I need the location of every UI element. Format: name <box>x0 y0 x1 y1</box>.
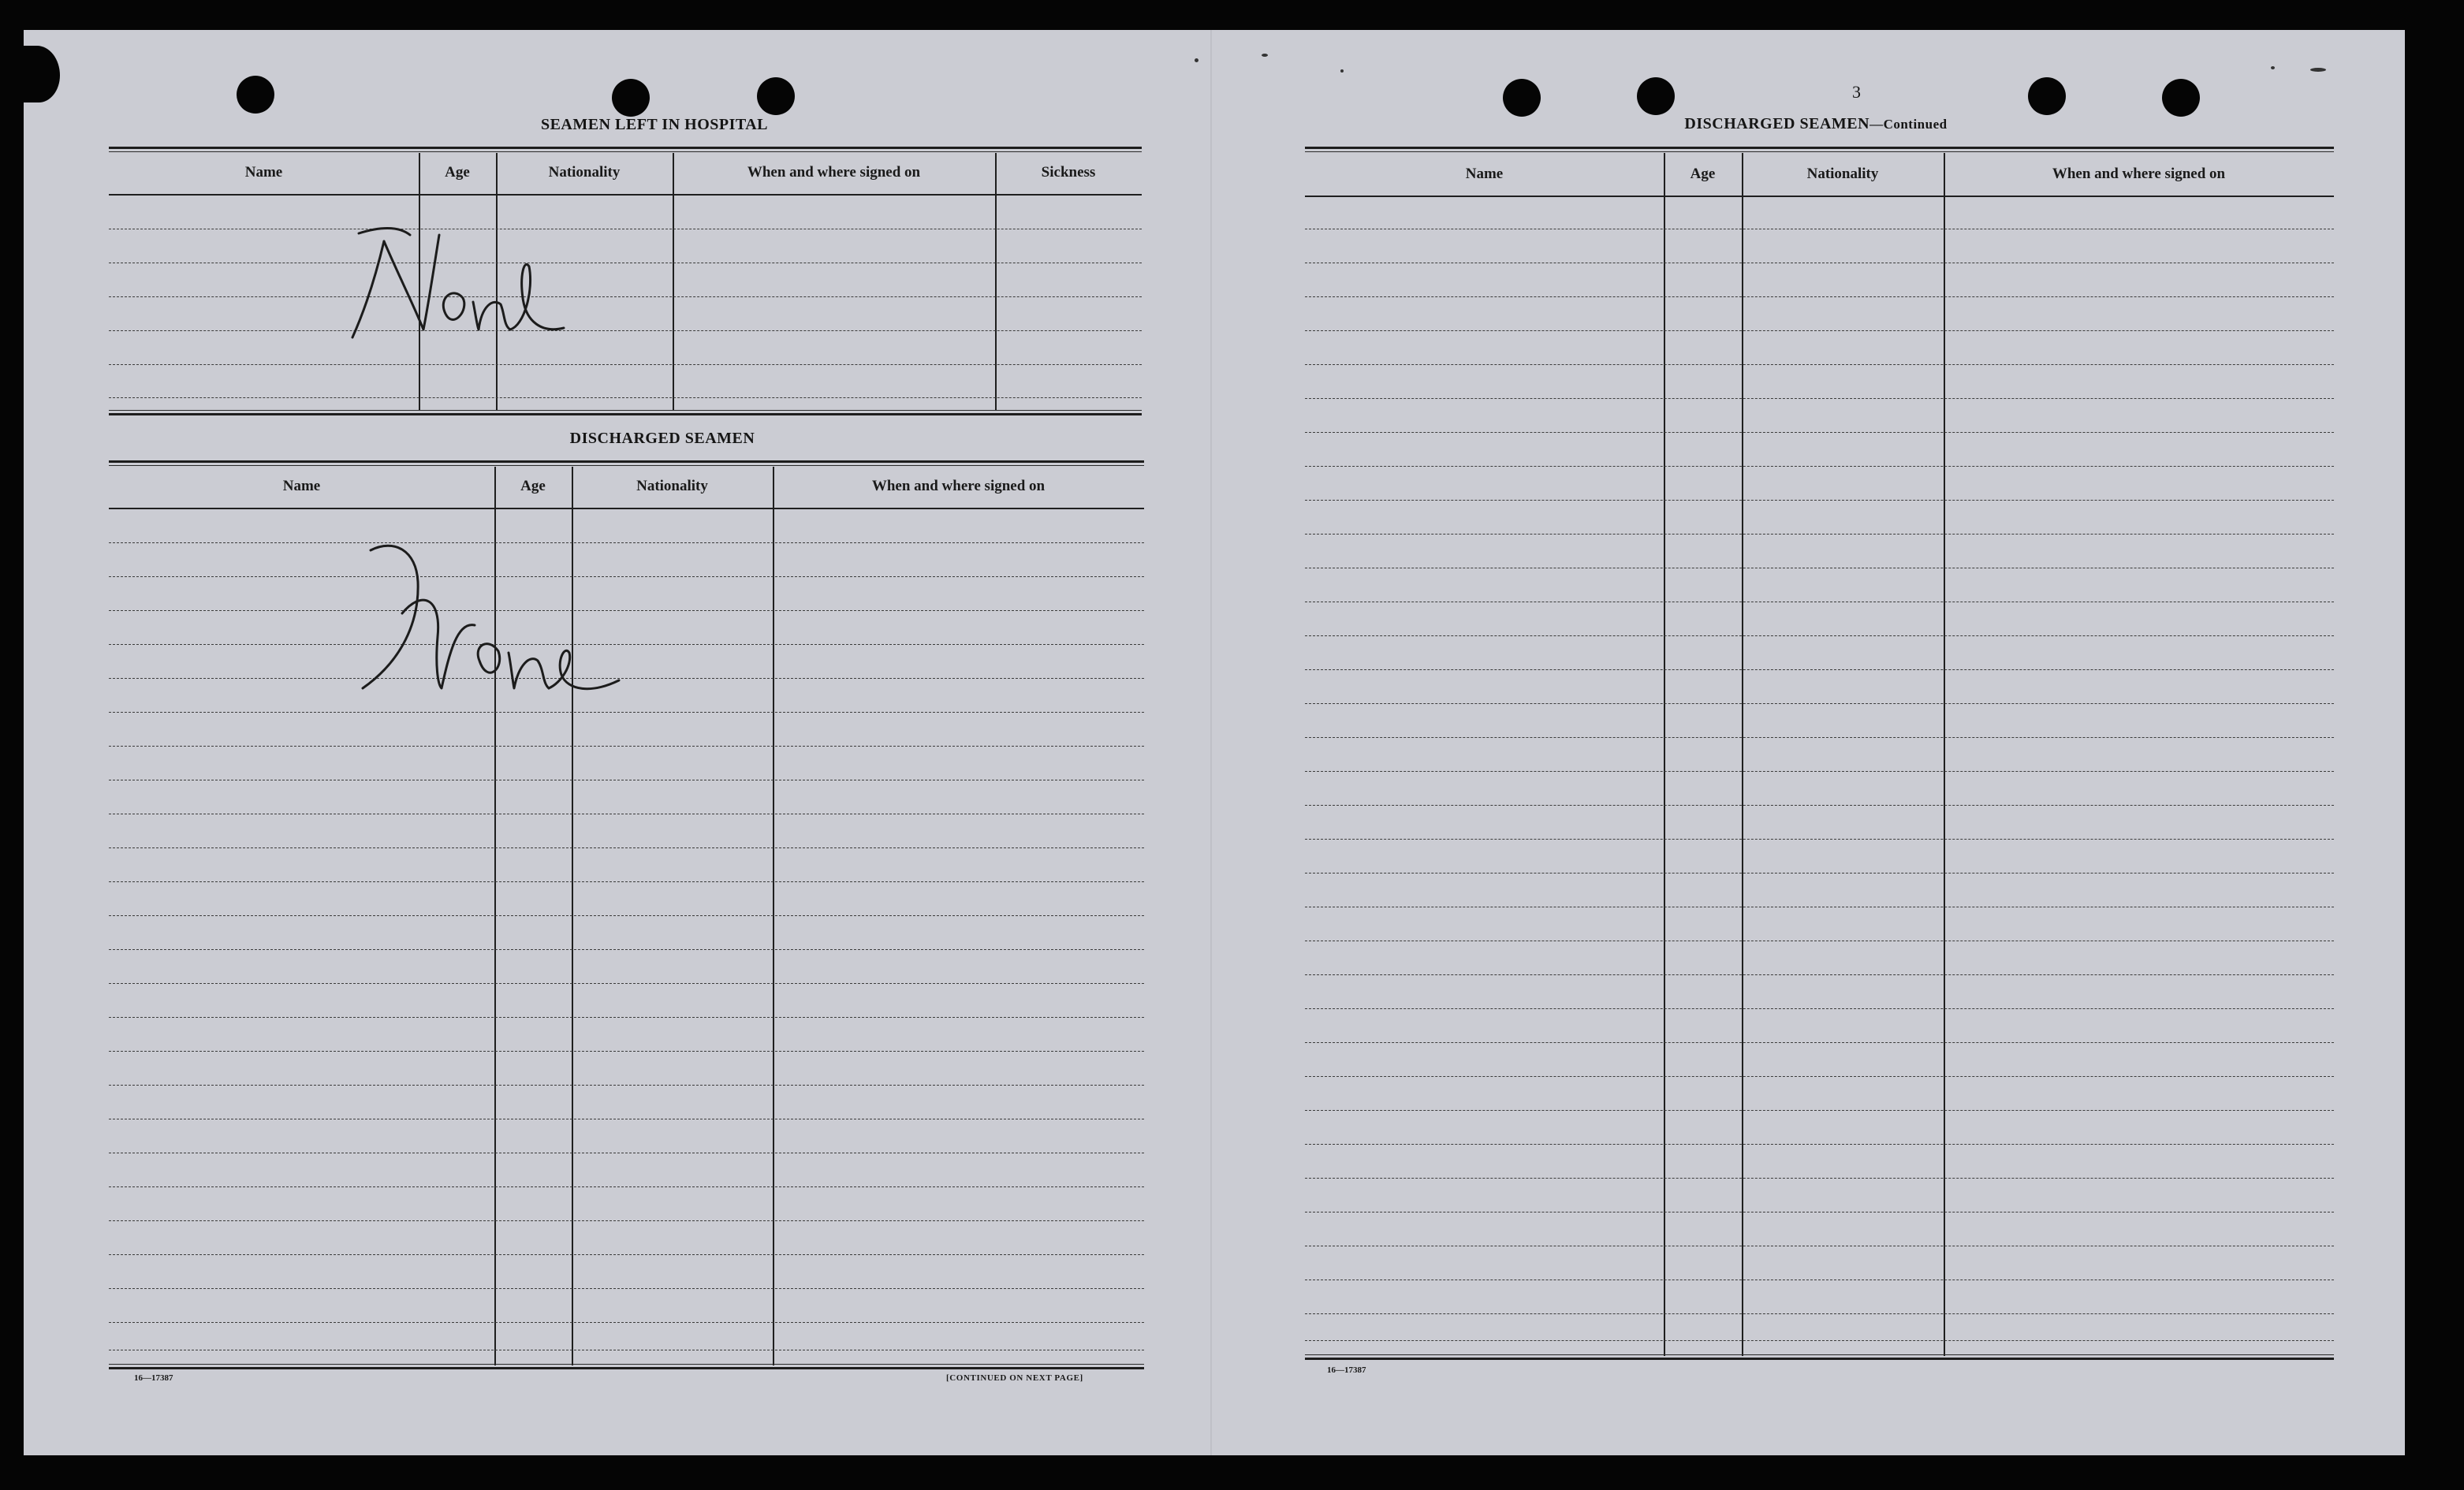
table-row <box>1305 1076 2334 1077</box>
table-row <box>109 1288 1144 1289</box>
handwritten-none-hospital <box>335 211 587 345</box>
table-row <box>1305 805 2334 806</box>
right-header-nationality: Nationality <box>1806 166 1879 182</box>
table-row <box>109 296 1142 297</box>
table-row <box>1305 839 2334 840</box>
right-title-main: DISCHARGED SEAMEN <box>1684 115 1870 132</box>
table-row <box>1305 330 2334 331</box>
table-row <box>109 881 1144 882</box>
table-row <box>1305 534 2334 535</box>
left-page <box>24 30 1210 1455</box>
hospital-header-age: Age <box>445 164 470 181</box>
table-row <box>1305 500 2334 501</box>
table-row <box>1305 974 2334 975</box>
table-row <box>1305 1340 2334 1341</box>
table-row <box>1305 364 2334 365</box>
hospital-table <box>109 147 1142 440</box>
table-row <box>1305 1313 2334 1314</box>
table-row <box>109 1254 1144 1255</box>
hospital-header-name: Name <box>244 164 283 181</box>
table-row <box>1305 1144 2334 1145</box>
discharged-header-name: Name <box>282 478 321 494</box>
table-row <box>109 746 1144 747</box>
table-row <box>1305 771 2334 772</box>
table-row <box>1305 296 2334 297</box>
table-row <box>1305 669 2334 670</box>
handwritten-none-discharged <box>347 527 647 700</box>
handwriting-svg <box>347 527 647 700</box>
hospital-header-sickness: Sickness <box>1041 164 1096 181</box>
handwriting-svg <box>335 211 587 345</box>
right-section-title <box>1619 115 2013 133</box>
table-row <box>109 330 1142 331</box>
table-row <box>109 364 1142 365</box>
continued-note: [CONTINUED ON NEXT PAGE] <box>946 1373 1083 1383</box>
table-row <box>1305 466 2334 467</box>
table-row <box>1305 1178 2334 1179</box>
table-row <box>1305 635 2334 636</box>
table-row <box>1305 1110 2334 1111</box>
table-row <box>109 1017 1144 1018</box>
table-row <box>109 1322 1144 1323</box>
right-discharged-table <box>1305 147 2334 1408</box>
hospital-header-signed-on: When and where signed on <box>747 164 921 181</box>
table-row <box>109 983 1144 984</box>
right-header-signed-on: When and where signed on <box>2052 166 2226 182</box>
right-title-suffix: —Continued <box>1869 117 1948 132</box>
table-row <box>1305 1042 2334 1043</box>
discharged-header-signed-on: When and where signed on <box>871 478 1046 494</box>
left-form-code: 16—17387 <box>134 1373 173 1383</box>
table-row <box>1305 398 2334 399</box>
discharged-section-title: DISCHARGED SEAMEN <box>569 430 755 447</box>
table-row <box>1305 873 2334 874</box>
right-header-name: Name <box>1465 166 1504 182</box>
document-sheet <box>24 30 2405 1455</box>
table-row <box>109 1085 1144 1086</box>
page-number: 3 <box>1852 82 1861 102</box>
table-row <box>109 1051 1144 1052</box>
table-row <box>109 915 1144 916</box>
table-row <box>109 847 1144 848</box>
table-row <box>109 397 1142 398</box>
table-row <box>109 949 1144 950</box>
right-page <box>1210 30 2405 1455</box>
table-row <box>1305 703 2334 704</box>
discharged-header-nationality: Nationality <box>636 478 708 494</box>
table-row <box>1305 432 2334 433</box>
table-row <box>109 1220 1144 1221</box>
table-row <box>1305 737 2334 738</box>
table-row <box>109 1186 1144 1187</box>
discharged-header-age: Age <box>520 478 546 494</box>
right-header-age: Age <box>1690 166 1716 182</box>
hospital-section-title: SEAMEN LEFT IN HOSPITAL <box>540 116 769 133</box>
right-form-code: 16—17387 <box>1327 1365 1366 1375</box>
table-row <box>1305 1008 2334 1009</box>
hospital-header-nationality: Nationality <box>548 164 621 181</box>
table-row <box>109 712 1144 713</box>
